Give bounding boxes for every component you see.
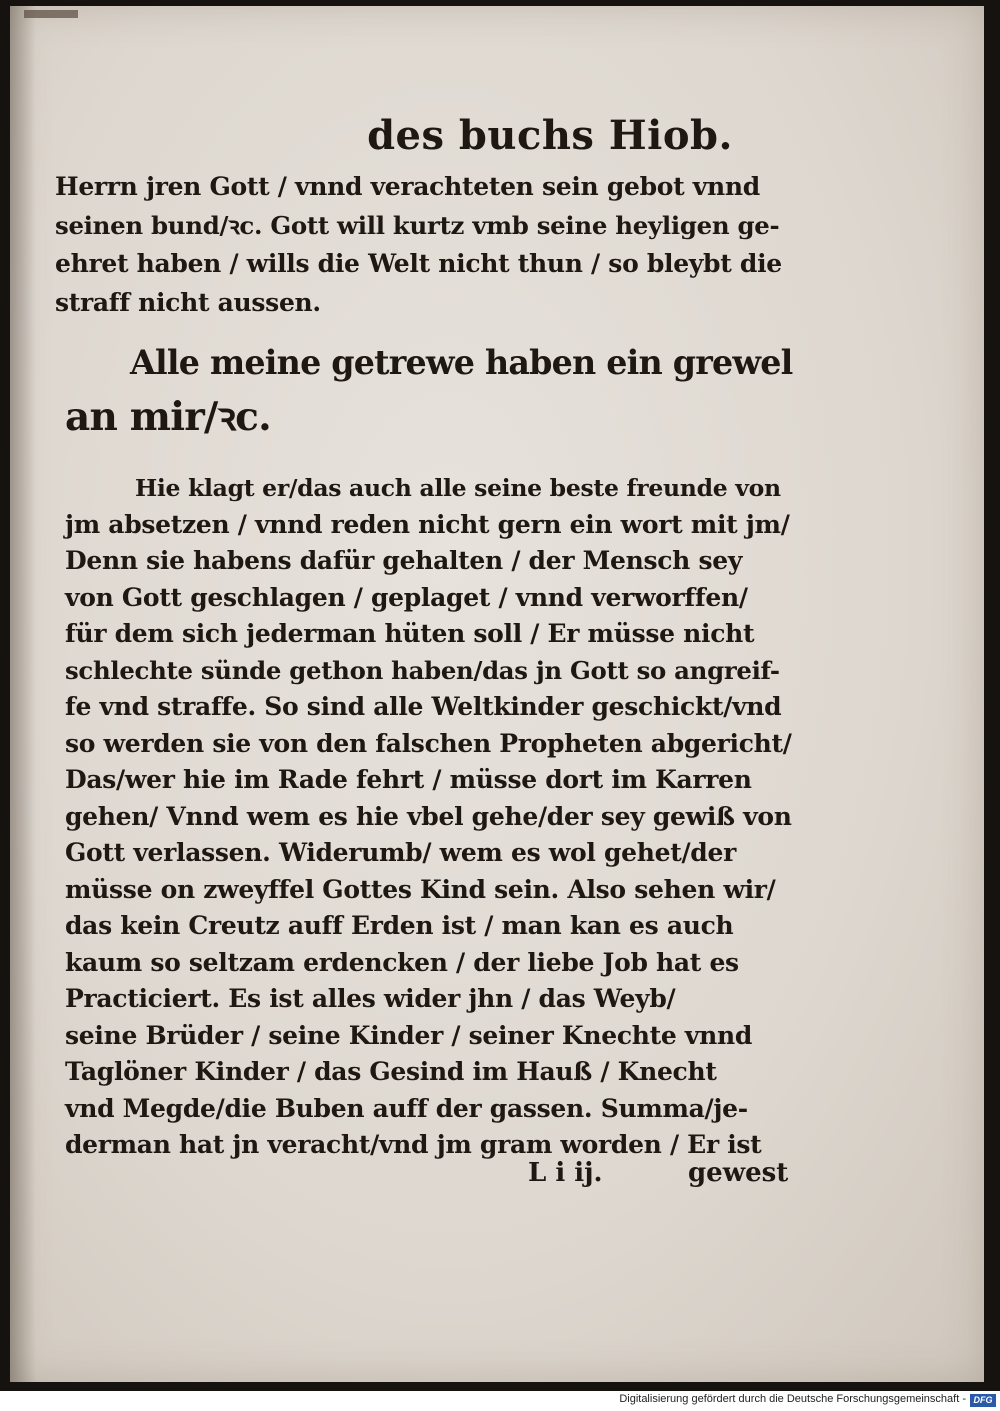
text-line: von Gott geschlagen / geplaget / vnnd verworffen/ xyxy=(65,582,748,612)
text-line: vnd Megde/die Buben auff der gassen. Summa/je- xyxy=(65,1093,748,1123)
text-line: Practiciert. Es ist alles wider jhn / das Weyb/ xyxy=(65,984,676,1013)
text-line: jm absetzen / vnnd reden nicht gern ein wort mit jm/ xyxy=(65,509,790,539)
text-line: seine Brüder / seine Kinder / seiner Knechte vnnd xyxy=(65,1020,753,1050)
heading-line: Alle meine getrewe haben ein grewel xyxy=(130,343,793,382)
text-line: fe vnd straffe. So sind alle Weltkinder geschickt/vnd xyxy=(65,692,782,721)
text-line: gehen/ Vnnd wem es hie vbel gehe/der sey gewiß von xyxy=(65,801,792,831)
text-line: ehret haben / wills die Welt nicht thun / so bleybt die xyxy=(55,249,782,278)
footer-bar xyxy=(0,1391,1000,1411)
text-line: Denn sie habens dafür gehalten / der Mensch sey xyxy=(65,546,743,575)
text-line: straff nicht aussen. xyxy=(55,287,321,317)
catchword: gewest xyxy=(688,1158,789,1188)
text-line: so werden sie von den falschen Propheten abgericht/ xyxy=(65,728,792,758)
continuation-paragraph xyxy=(55,168,795,322)
dfg-logo[interactable]: DFG xyxy=(970,1394,996,1407)
footer-credit: Digitalisierung gefördert durch die Deutsche Forschungsgemeinschaft - xyxy=(619,1393,966,1405)
text-line: Das/wer hie im Rade fehrt / müsse dort im Karren xyxy=(65,765,752,794)
text-line: müsse on zweyffel Gottes Kind sein. Also sehen wir/ xyxy=(65,874,776,904)
running-head: des buchs Hiob. xyxy=(367,112,733,159)
text-line: schlechte sünde gethon haben/das jn Gott so angreif- xyxy=(65,655,780,685)
page-edge-mark xyxy=(24,10,78,18)
section-heading xyxy=(65,336,810,444)
heading-line: an mir/ꝛc. xyxy=(65,394,271,440)
text-line: Herrn jren Gott / vnnd verachteten sein gebot vnnd xyxy=(55,172,760,201)
text-line: seinen bund/ꝛc. Gott will kurtz vmb seine heyligen ge- xyxy=(55,210,780,240)
signature-mark: L i ij. xyxy=(528,1158,603,1188)
text-line: für dem sich jederman hüten soll / Er müsse nicht xyxy=(65,619,755,648)
text-line: Taglöner Kinder / das Gesind im Hauß / Knecht xyxy=(65,1057,717,1086)
text-line: derman hat jn veracht/vnd jm gram worden / Er ist xyxy=(65,1130,762,1159)
text-line: das kein Creutz auff Erden ist / man kan es auch xyxy=(65,911,734,940)
text-line: Hie klagt er/das auch alle seine beste freunde von xyxy=(135,474,781,502)
text-line: kaum so seltzam erdencken / der liebe Job hat es xyxy=(65,947,739,977)
page-foot xyxy=(0,1158,1000,1198)
commentary-paragraph xyxy=(65,470,795,1164)
text-line: Gott verlassen. Widerumb/ wem es wol gehet/der xyxy=(65,838,736,867)
